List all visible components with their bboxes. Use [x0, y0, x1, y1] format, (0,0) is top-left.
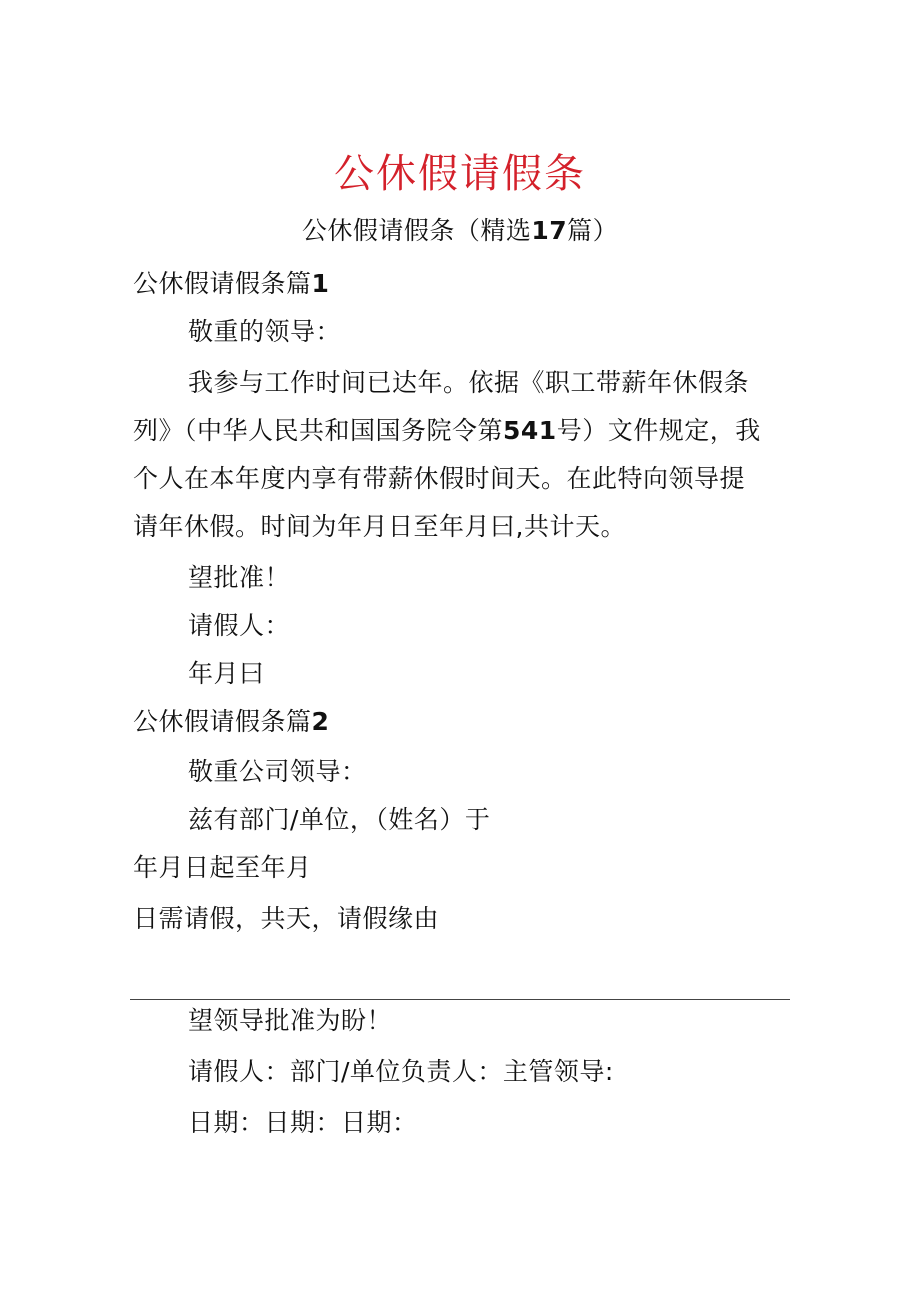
section1-heading-text: 公休假请假条篇 — [133, 269, 312, 298]
section2-heading-text: 公休假请假条篇 — [133, 707, 312, 736]
section1-body-line2-suffix: 号）文件规定，我 — [556, 416, 761, 445]
section2-line1: 兹有部门/单位，（姓名）于 — [188, 805, 491, 834]
section1-date: 年月曰 — [188, 659, 265, 688]
section2-line3: 日需请假，共天，请假缘由 — [133, 904, 440, 933]
document-title: 公休假请假条 — [334, 151, 586, 197]
document-subtitle — [0, 214, 920, 248]
subtitle-text: 公休假请假条（精选 — [301, 216, 532, 245]
section2-heading — [133, 705, 329, 739]
section2-greeting: 敬重公司领导： — [188, 757, 367, 786]
section1-applicant: 请假人： — [188, 611, 291, 640]
section1-body-line4: 请年休假。时间为年月日至年月曰,共计天。 — [133, 512, 626, 541]
section1-heading — [133, 267, 329, 301]
section1-greeting: 敬重的领导： — [188, 317, 342, 346]
section2-closing: 望领导批准为盼！ — [188, 1006, 393, 1035]
section1-body-line2-text: 列》（中华人民共和国国务院令第 — [133, 416, 504, 445]
section1-body-line3: 个人在本年度内享有带薪休假时间天。在此特向领导提 — [133, 464, 746, 493]
section2-heading-number: 2 — [311, 707, 330, 736]
section1-body-line2 — [133, 414, 761, 448]
section1-closing: 望批准！ — [188, 563, 291, 592]
section2-dates: 日期：日期：日期： — [188, 1108, 418, 1137]
section1-body-line1: 我参与工作时间已达年。依据《职工带薪年休假条 — [188, 368, 750, 397]
subtitle-suffix: 篇） — [567, 216, 619, 245]
section1-heading-number: 1 — [311, 269, 330, 298]
section2-line2: 年月日起至年月 — [133, 853, 312, 882]
section2-signatures: 请假人：部门/单位负责人：主管领导: — [188, 1057, 614, 1086]
subtitle-count: 17 — [531, 216, 568, 245]
fill-in-rule — [130, 999, 790, 1000]
decree-number: 541 — [503, 416, 557, 445]
